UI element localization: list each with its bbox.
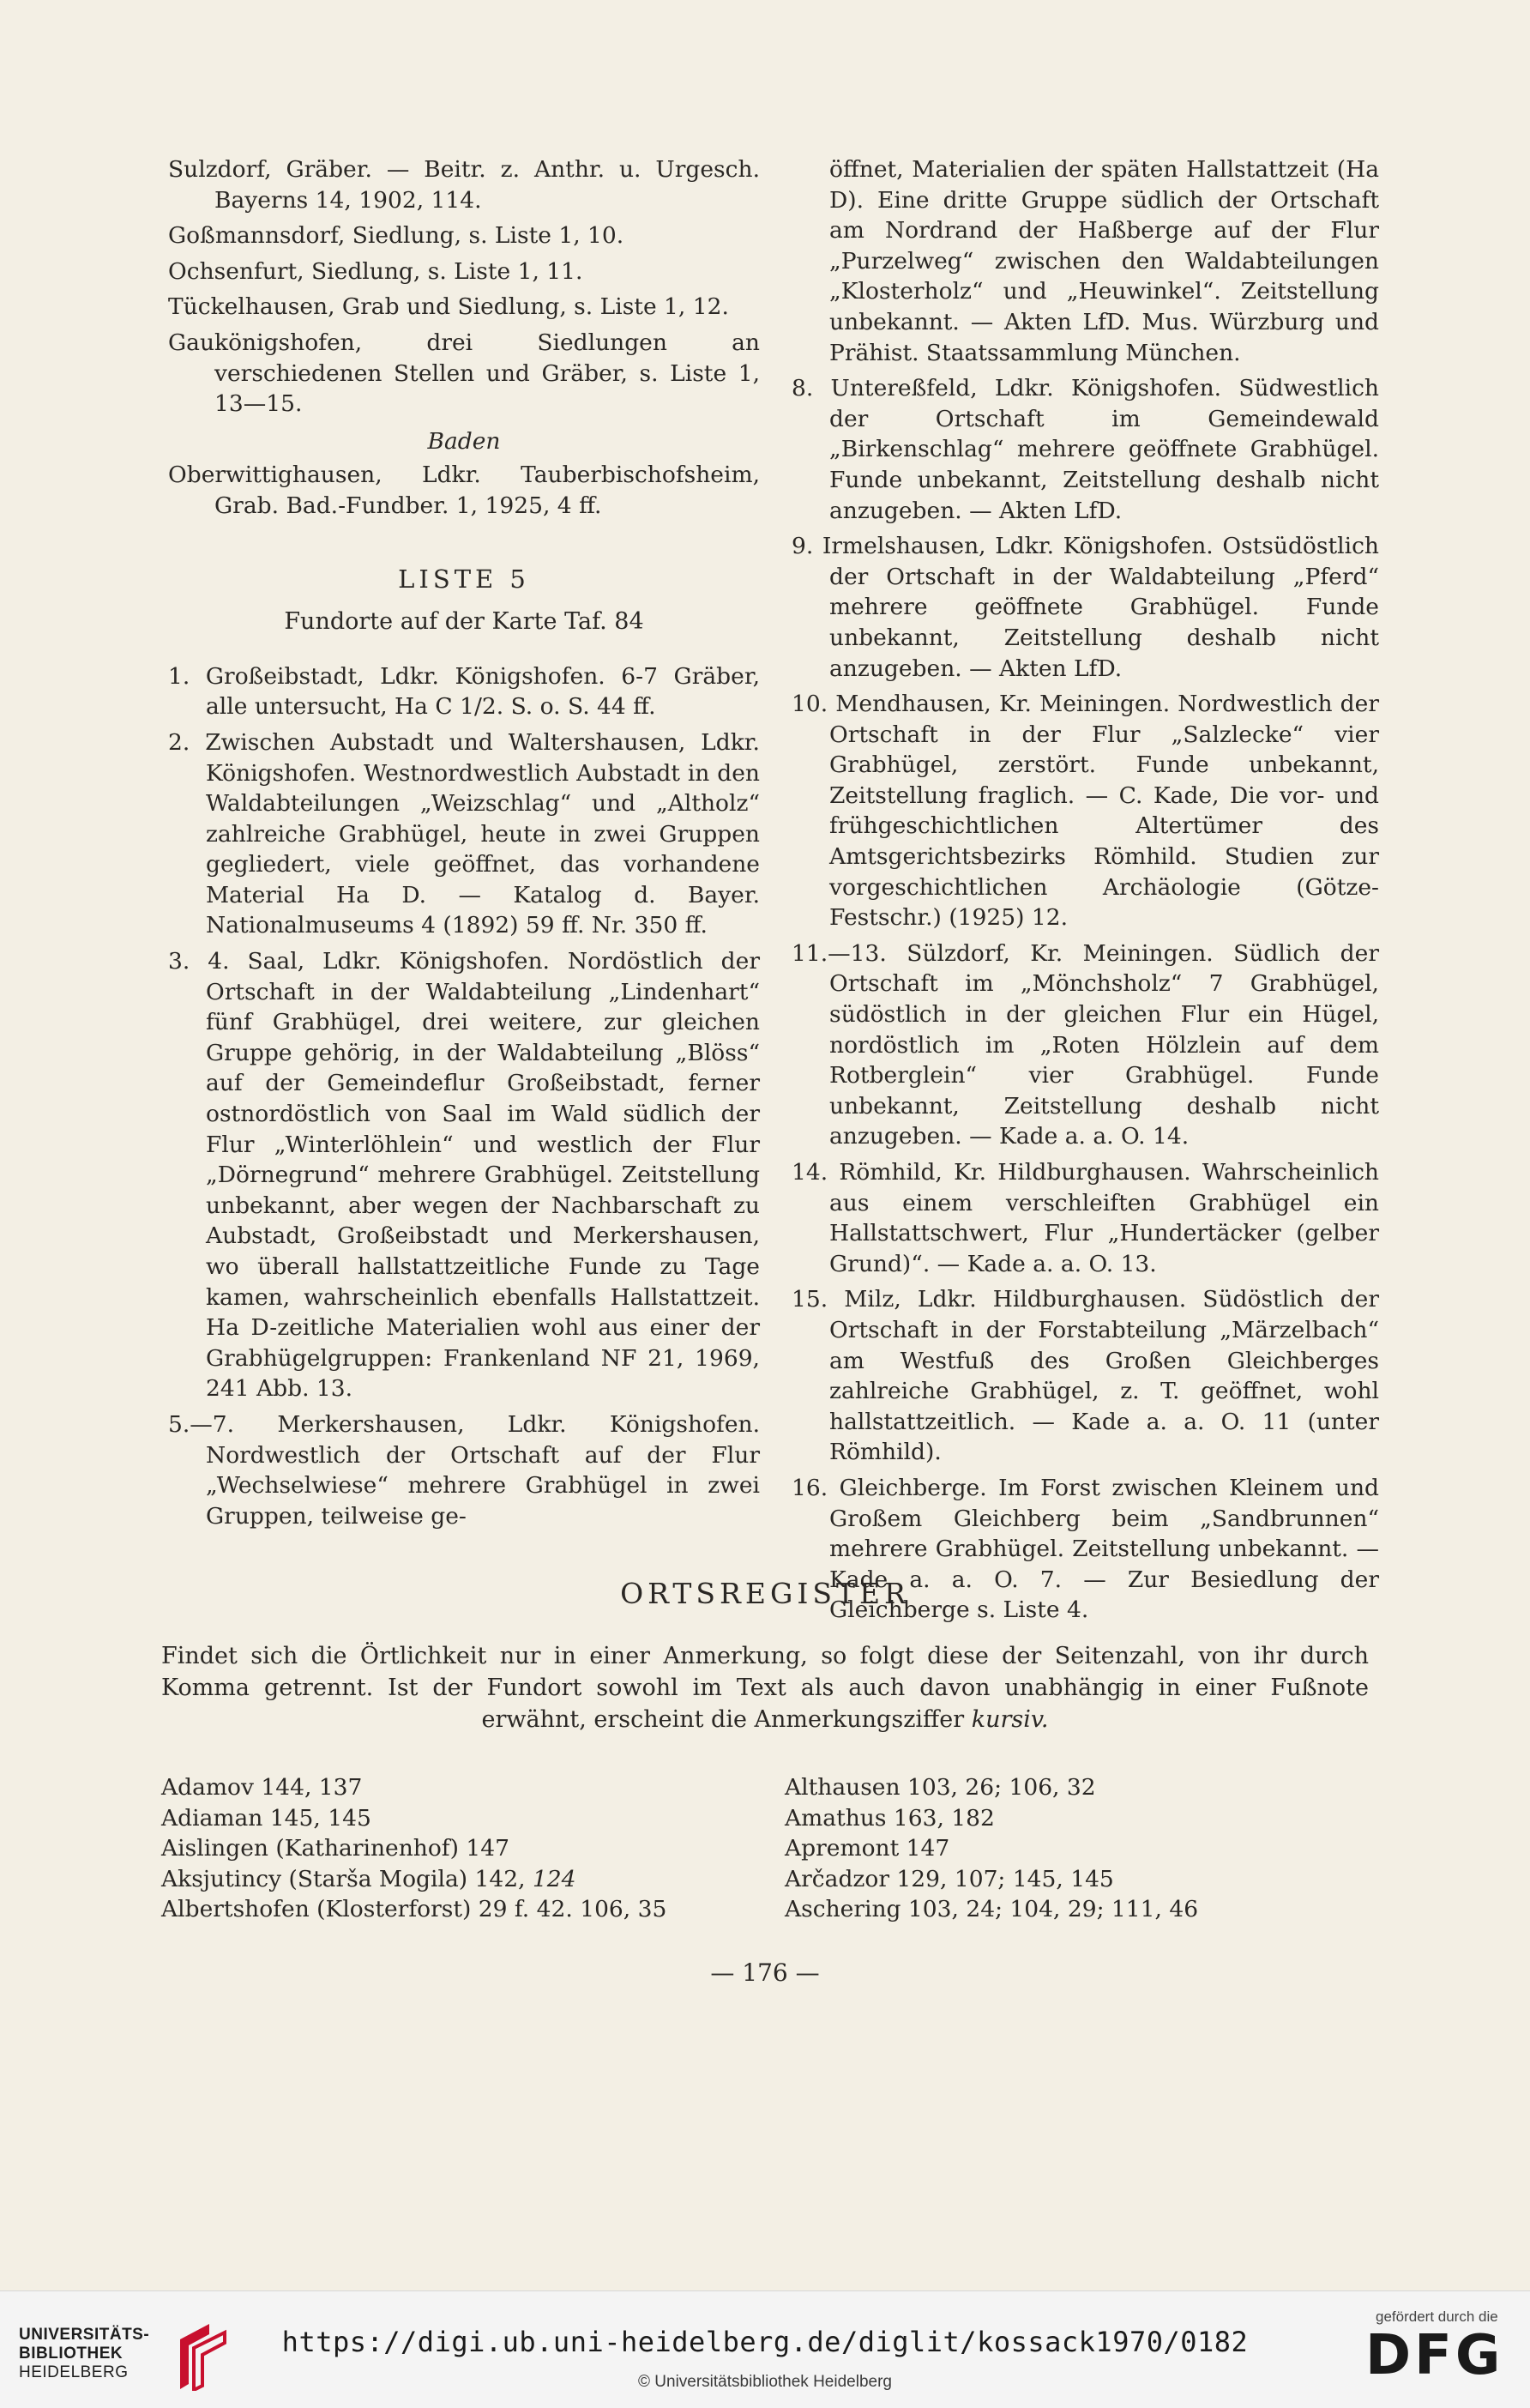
register-entry-text: Adamov 144, 137 bbox=[161, 1774, 363, 1801]
register-entry bbox=[161, 1833, 762, 1864]
uni-line: UNIVERSITÄTS- bbox=[19, 2326, 150, 2344]
baden-heading: Baden bbox=[427, 427, 501, 455]
liste-entry: 9. Irmelshausen, Ldkr. Königshofen. Ostsüdöstlich der Ortschaft in der Waldabteilung „Pferd“ mehrere geöffnete Grabhügel. Funde unbekannt, Zeitstellung deshalb nicht anzugeben. — Akten LfD. bbox=[792, 533, 1379, 682]
liste-entry-continued: öffnet, Materialien der späten Hallstattzeit (Ha D). Eine dritte Gruppe südlich der Ortschaft am Nordrand der Haßberge auf der Flur „Purzelweg“ zwischen den Waldabteilungen „Klosterholz“ und „Heuwinkel“. Zeitstellung unbekannt. — Akten LfD. Mus. Würzburg und Prähist. Staatssammlung München. bbox=[829, 156, 1379, 366]
dfg-mark: DFG bbox=[1365, 2324, 1504, 2387]
baden-entry: Oberwittighausen, Ldkr. Tauberbischofsheim, Grab. Bad.-Fundber. 1, 1925, 4 ff. bbox=[168, 462, 760, 519]
uni-line: BIBLIOTHEK bbox=[19, 2345, 123, 2363]
liste-entry: 16. Gleichberge. Im Forst zwischen Kleinem und Großem Gleichberg beim „Sandbrunnen“ mehrere Grabhügel. Zeitstellung unbekannt. — Kade a. a. O. 7. — Zur Besiedlung der Gleichberge s. Liste 4. bbox=[792, 1474, 1379, 1624]
register-entry bbox=[161, 1894, 762, 1925]
register-entry bbox=[785, 1803, 1385, 1834]
dfg-logo[interactable] bbox=[1365, 2308, 1511, 2394]
liste-subtitle: Fundorte auf der Karte Taf. 84 bbox=[284, 608, 644, 636]
register-entry bbox=[785, 1833, 1385, 1864]
register-entry bbox=[785, 1864, 1385, 1895]
liste-entry: 8. Untereßfeld, Ldkr. Königshofen. Südwestlich der Ortschaft im Gemeindewald „Birkenschlag“ mehrere geöffnete Grabhügel. Funde unbekannt, Zeitstellung deshalb nicht anzugeben. — Akten LfD. bbox=[792, 375, 1379, 524]
register-column-right bbox=[785, 1772, 1385, 1925]
register-intro-italic: kursiv. bbox=[971, 1706, 1049, 1733]
liste-title: LISTE 5 bbox=[398, 564, 530, 594]
register-entry-text: Albertshofen (Klosterforst) 29 f. 42. 106, 35 bbox=[161, 1896, 667, 1922]
register-entry-text: Aislingen (Katharinenhof) 147 bbox=[161, 1835, 509, 1862]
register-intro bbox=[161, 1640, 1369, 1735]
register-column-left bbox=[161, 1772, 762, 1925]
liste-entry: 5.—7. Merkershausen, Ldkr. Königshofen. Nordwestlich der Ortschaft auf der Flur „Wechselwiese“ mehrere Grabhügel in zwei Gruppen, teilweise ge- bbox=[168, 1410, 760, 1530]
liste-entry: 1. Großeibstadt, Ldkr. Königshofen. 6-7 Gräber, alle untersucht, Ha C 1/2. S. o. S. 44 ff. bbox=[168, 662, 760, 721]
right-column bbox=[792, 154, 1379, 1631]
dfg-funding-label: gefördert durch die bbox=[1376, 2308, 1498, 2325]
liste-entry: 14. Römhild, Kr. Hildburghausen. Wahrscheinlich aus einem verschleiften Grabhügel ein Hallstattschwert, Flur „Hundertäcker (gelber Grund)“. — Kade a. a. O. 13. bbox=[792, 1159, 1379, 1277]
register-entry-text: Althausen 103, 26; 106, 32 bbox=[785, 1774, 1096, 1801]
copyright-notice: © Universitätsbibliothek Heidelberg bbox=[638, 2373, 892, 2391]
register-entry bbox=[161, 1864, 762, 1895]
liste-entry: 3. 4. Saal, Ldkr. Königshofen. Nordöstlich der Ortschaft in der Waldabteilung „Lindenhart“ fünf Grabhügel, drei weitere, zur gleichen Gruppe gehörig, in der Waldabteilung „Blöss“ auf der Gemeindeflur Großeibstadt, ferner ostnordöstlich von Saal im Wald südlich der Flur „Winterlöhlein“ und westlich der Flur „Dörnegrund“ mehrere Grabhügel. Zeitstellung unbekannt, aber wegen der Nachbarschaft zu Aubstadt, Großeibstadt und Merkershausen, wo überall hallstattzeitliche Funde zu Tage kamen, wahrscheinlich ebenfalls Hallstattzeit. Ha D-zeitliche Materialien wohl aus einer der Grabhügelgruppen: Frankenland NF 21, 1969, 241 Abb. 13. bbox=[168, 948, 760, 1403]
register-entry bbox=[785, 1894, 1385, 1925]
register-entry bbox=[785, 1772, 1385, 1803]
register-intro-text: Findet sich die Örtlichkeit nur in einer Anmerkung, so folgt diese der Seitenzahl, von ihr durch Komma getrennt. Ist der Fundort sowohl im Text als auch davon unabhängig in einer Fußnote erwähnt, erscheint die Anmerkungsziffer bbox=[161, 1643, 1369, 1733]
intro-entry: Ochsenfurt, Siedlung, s. Liste 1, 11. bbox=[168, 257, 583, 285]
intro-entry: Tückelhausen, Grab und Siedlung, s. Liste 1, 12. bbox=[168, 293, 729, 321]
footer-bar bbox=[0, 2290, 1530, 2408]
document-url-link[interactable]: https://digi.ub.uni-heidelberg.de/diglit/kossack1970/0182 bbox=[281, 2326, 1249, 2358]
register-heading: ORTSREGISTER bbox=[620, 1577, 910, 1610]
liste-entry: 2. Zwischen Aubstadt und Waltershausen, Ldkr. Königshofen. Westnordwestlich Aubstadt in den Waldabteilungen „Weizschlag“ und „Altholz“ zahlreiche Grabhügel, heute in zwei Gruppen gegliedert, viele geöffnet, das vorhandene Material Ha D. — Katalog d. Bayer. Nationalmuseums 4 (1892) 59 ff. Nr. 350 ff. bbox=[168, 728, 760, 939]
register-entry-text: Apremont 147 bbox=[785, 1835, 950, 1862]
register-entry bbox=[161, 1772, 762, 1803]
page-number: — 176 — bbox=[710, 1958, 820, 1987]
register-entry-text: Amathus 163, 182 bbox=[785, 1804, 995, 1832]
register-entry-text: Adiaman 145, 145 bbox=[161, 1804, 371, 1832]
intro-entry: Gaukönigshofen, drei Siedlungen an verschiedenen Stellen und Gräber, s. Liste 1, 13—15. bbox=[168, 329, 760, 418]
left-column bbox=[168, 154, 760, 1536]
uni-line: HEIDELBERG bbox=[19, 2363, 129, 2381]
intro-entry: Sulzdorf, Gräber. — Beitr. z. Anthr. u. Urgesch. Bayerns 14, 1902, 114. bbox=[168, 156, 760, 214]
register-entry-text: Aksjutincy (Starša Mogila) 142, bbox=[161, 1865, 533, 1892]
register-entry bbox=[161, 1803, 762, 1834]
liste-entry: 15. Milz, Ldkr. Hildburghausen. Südöstlich der Ortschaft in der Forstabteilung „Märzelbach“ am Westfuß des Großen Gleichberges zahlreiche Grabhügel, z. T. geöffnet, wohl hallstattzeitlich. — Kade a. a. O. 11 (unter Römhild). bbox=[792, 1286, 1379, 1466]
register-entry-text: Arčadzor 129, 107; 145, 145 bbox=[785, 1865, 1114, 1892]
intro-entry: Goßmannsdorf, Siedlung, s. Liste 1, 10. bbox=[168, 222, 624, 250]
register-entry-italic: 124 bbox=[532, 1865, 576, 1892]
register-entry-text: Aschering 103, 24; 104, 29; 111, 46 bbox=[785, 1896, 1199, 1922]
liste-entry: 11.—13. Sülzdorf, Kr. Meiningen. Südlich der Ortschaft im „Mönchsholz“ 7 Grabhügel, südöstlich in der gleichen Flur ein Hügel, nordöstlich im „Roten Hölzlein auf dem Rotberglein“ vier Grabhügel. Funde unbekannt, Zeitstellung deshalb nicht anzugeben. — Kade a. a. O. 14. bbox=[792, 939, 1379, 1150]
liste-entry: 10. Mendhausen, Kr. Meiningen. Nordwestlich der Ortschaft in der Flur „Salzlecke“ vier Grabhügel, zerstört. Funde unbekannt, Zeitstellung fraglich. — C. Kade, Die vor- und frühgeschichtlichen Altertümer des Amtsgerichtsbezirks Römhild. Studien zur vorgeschichtlichen Archäologie (Götze-Festschr.) (1925) 12. bbox=[792, 691, 1379, 932]
